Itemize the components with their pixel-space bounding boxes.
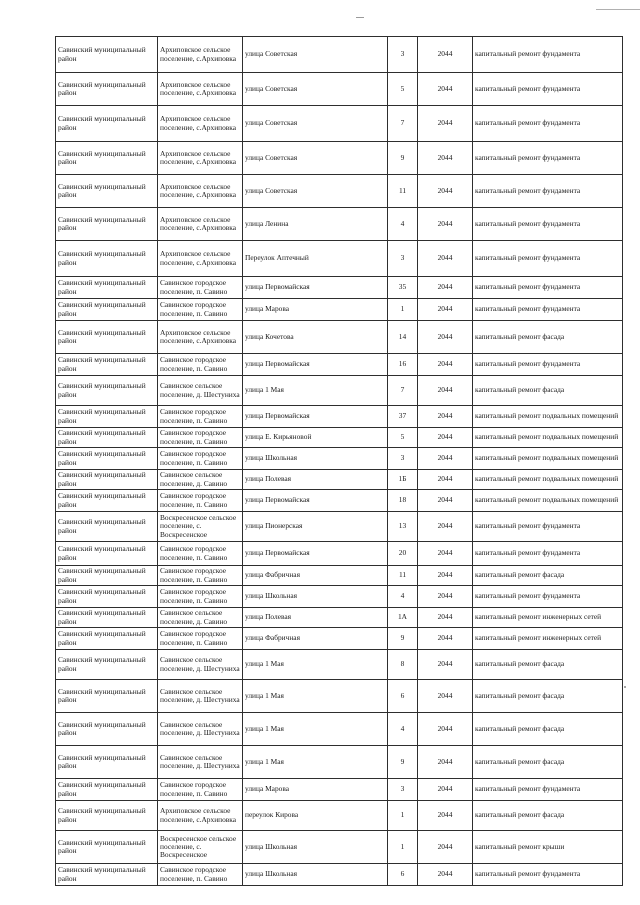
settlement-cell: Архиповское сельское поселение, с.Архиповка: [158, 208, 243, 241]
house-number-cell: 8: [388, 650, 418, 680]
table-row: [56, 208, 623, 241]
district-cell: Савинский муниципальный район: [56, 650, 158, 680]
settlement-cell: Архиповское сельское поселение, с.Архиповка: [158, 106, 243, 142]
street-cell: улица Первомайская: [243, 542, 388, 566]
district-cell: Савинский муниципальный район: [56, 801, 158, 831]
street-cell: улица Первомайская: [243, 406, 388, 428]
street-cell: улица Ленина: [243, 208, 388, 241]
work-type-cell: капитальный ремонт фундамента: [473, 73, 623, 106]
table-row: [56, 175, 623, 208]
street-cell: улица Первомайская: [243, 490, 388, 512]
district-cell: Савинский муниципальный район: [56, 106, 158, 142]
district-cell: Савинский муниципальный район: [56, 470, 158, 490]
street-cell: улица Школьная: [243, 448, 388, 470]
settlement-cell: Савинское городское поселение, п. Савино: [158, 779, 243, 801]
year-cell: 2044: [418, 106, 473, 142]
year-cell: 2044: [418, 779, 473, 801]
work-type-cell: капитальный ремонт фундамента: [473, 106, 623, 142]
district-cell: Савинский муниципальный район: [56, 376, 158, 406]
table-row: [56, 628, 623, 650]
house-number-cell: 1А: [388, 608, 418, 628]
table-row: [56, 354, 623, 376]
year-cell: 2044: [418, 142, 473, 175]
district-cell: Савинский муниципальный район: [56, 566, 158, 586]
work-type-cell: капитальный ремонт фундамента: [473, 354, 623, 376]
work-type-cell: капитальный ремонт фасада: [473, 566, 623, 586]
work-type-cell: капитальный ремонт подвальных помещений: [473, 428, 623, 448]
settlement-cell: Савинское сельское поселение, д. Шестуниха: [158, 650, 243, 680]
settlement-cell: Савинское сельское поселение, д. Савино: [158, 470, 243, 490]
street-cell: улица Фабричная: [243, 566, 388, 586]
district-cell: Савинский муниципальный район: [56, 831, 158, 864]
table-row: [56, 512, 623, 542]
table-row: [56, 490, 623, 512]
district-cell: Савинский муниципальный район: [56, 321, 158, 354]
year-cell: 2044: [418, 321, 473, 354]
street-cell: улица Советская: [243, 142, 388, 175]
table-row: [56, 542, 623, 566]
settlement-cell: Савинское сельское поселение, д. Шестуниха: [158, 680, 243, 713]
settlement-cell: Савинское городское поселение, п. Савино: [158, 586, 243, 608]
street-cell: улица 1 Мая: [243, 713, 388, 746]
work-type-cell: капитальный ремонт фасада: [473, 321, 623, 354]
table-row: [56, 277, 623, 299]
house-number-cell: 11: [388, 566, 418, 586]
work-type-cell: капитальный ремонт инженерных сетей: [473, 628, 623, 650]
district-cell: Савинский муниципальный район: [56, 680, 158, 713]
settlement-cell: Архиповское сельское поселение, с.Архиповка: [158, 73, 243, 106]
settlement-cell: Савинское городское поселение, п. Савино: [158, 566, 243, 586]
house-number-cell: 3: [388, 241, 418, 277]
street-cell: улица Школьная: [243, 864, 388, 886]
street-cell: улица Советская: [243, 106, 388, 142]
table-row: [56, 713, 623, 746]
street-cell: улица Е. Кирьяновой: [243, 428, 388, 448]
house-number-cell: 1: [388, 831, 418, 864]
table-row: [56, 831, 623, 864]
house-number-cell: 14: [388, 321, 418, 354]
settlement-cell: Савинское городское поселение, п. Савино: [158, 299, 243, 321]
year-cell: 2044: [418, 801, 473, 831]
district-cell: Савинский муниципальный район: [56, 37, 158, 73]
table-row: [56, 864, 623, 886]
house-number-cell: 16: [388, 354, 418, 376]
street-cell: Переулок Аптечный: [243, 241, 388, 277]
table-row: [56, 586, 623, 608]
work-type-cell: капитальный ремонт крыши: [473, 831, 623, 864]
year-cell: 2044: [418, 608, 473, 628]
street-cell: улица Первомайская: [243, 354, 388, 376]
district-cell: Савинский муниципальный район: [56, 490, 158, 512]
district-cell: Савинский муниципальный район: [56, 779, 158, 801]
year-cell: 2044: [418, 512, 473, 542]
settlement-cell: Савинское городское поселение, п. Савино: [158, 406, 243, 428]
house-number-cell: 5: [388, 428, 418, 448]
work-type-cell: капитальный ремонт фундамента: [473, 864, 623, 886]
year-cell: 2044: [418, 208, 473, 241]
house-number-cell: 6: [388, 680, 418, 713]
street-cell: улица Полевая: [243, 470, 388, 490]
settlement-cell: Савинское городское поселение, п. Савино: [158, 354, 243, 376]
year-cell: 2044: [418, 175, 473, 208]
district-cell: Савинский муниципальный район: [56, 864, 158, 886]
work-type-cell: капитальный ремонт фундамента: [473, 299, 623, 321]
district-cell: Савинский муниципальный район: [56, 406, 158, 428]
table-row: [56, 241, 623, 277]
street-cell: улица Советская: [243, 73, 388, 106]
table-row: [56, 801, 623, 831]
district-cell: Савинский муниципальный район: [56, 241, 158, 277]
settlement-cell: Савинское городское поселение, п. Савино: [158, 277, 243, 299]
year-cell: 2044: [418, 448, 473, 470]
house-number-cell: 9: [388, 628, 418, 650]
year-cell: 2044: [418, 470, 473, 490]
table-row: [56, 779, 623, 801]
year-cell: 2044: [418, 713, 473, 746]
house-number-cell: 35: [388, 277, 418, 299]
year-cell: 2044: [418, 376, 473, 406]
house-number-cell: 4: [388, 586, 418, 608]
street-cell: улица Полевая: [243, 608, 388, 628]
street-cell: улица 1 Мая: [243, 376, 388, 406]
year-cell: 2044: [418, 299, 473, 321]
year-cell: 2044: [418, 428, 473, 448]
table-body: [56, 37, 623, 886]
house-number-cell: 4: [388, 208, 418, 241]
settlement-cell: Савинское сельское поселение, д. Шестуниха: [158, 713, 243, 746]
work-type-cell: капитальный ремонт фасада: [473, 680, 623, 713]
year-cell: 2044: [418, 586, 473, 608]
work-type-cell: капитальный ремонт фундамента: [473, 512, 623, 542]
work-type-cell: капитальный ремонт фундамента: [473, 779, 623, 801]
house-number-cell: 5: [388, 73, 418, 106]
house-number-cell: 4: [388, 713, 418, 746]
street-cell: улица Первомайская: [243, 277, 388, 299]
work-type-cell: капитальный ремонт подвальных помещений: [473, 406, 623, 428]
street-cell: улица 1 Мая: [243, 680, 388, 713]
year-cell: 2044: [418, 542, 473, 566]
house-number-cell: 9: [388, 142, 418, 175]
street-cell: улица Школьная: [243, 831, 388, 864]
work-type-cell: капитальный ремонт фасада: [473, 713, 623, 746]
house-number-cell: 3: [388, 37, 418, 73]
year-cell: 2044: [418, 680, 473, 713]
house-number-cell: 13: [388, 512, 418, 542]
work-type-cell: капитальный ремонт фундамента: [473, 175, 623, 208]
district-cell: Савинский муниципальный район: [56, 277, 158, 299]
street-cell: улица 1 Мая: [243, 650, 388, 680]
settlement-cell: Савинское городское поселение, п. Савино: [158, 542, 243, 566]
settlement-cell: Савинское городское поселение, п. Савино: [158, 628, 243, 650]
scan-speck: [624, 686, 626, 688]
street-cell: улица Фабричная: [243, 628, 388, 650]
work-type-cell: капитальный ремонт фундамента: [473, 241, 623, 277]
street-cell: улица Пионерская: [243, 512, 388, 542]
house-number-cell: 7: [388, 376, 418, 406]
work-type-cell: капитальный ремонт подвальных помещений: [473, 470, 623, 490]
settlement-cell: Архиповское сельское поселение, с.Архиповка: [158, 241, 243, 277]
work-type-cell: капитальный ремонт подвальных помещений: [473, 490, 623, 512]
year-cell: 2044: [418, 73, 473, 106]
table-row: [56, 106, 623, 142]
district-cell: Савинский муниципальный район: [56, 142, 158, 175]
settlement-cell: Савинское сельское поселение, д. Савино: [158, 608, 243, 628]
table-row: [56, 680, 623, 713]
house-number-cell: 7: [388, 106, 418, 142]
year-cell: 2044: [418, 37, 473, 73]
district-cell: Савинский муниципальный район: [56, 448, 158, 470]
district-cell: Савинский муниципальный район: [56, 299, 158, 321]
work-type-cell: капитальный ремонт фундамента: [473, 542, 623, 566]
year-cell: 2044: [418, 406, 473, 428]
house-number-cell: 3: [388, 448, 418, 470]
street-cell: улица Марова: [243, 299, 388, 321]
year-cell: 2044: [418, 650, 473, 680]
street-cell: улица Советская: [243, 37, 388, 73]
work-type-cell: капитальный ремонт фундамента: [473, 586, 623, 608]
work-type-cell: капитальный ремонт подвальных помещений: [473, 448, 623, 470]
street-cell: переулок Кирова: [243, 801, 388, 831]
year-cell: 2044: [418, 864, 473, 886]
year-cell: 2044: [418, 277, 473, 299]
work-type-cell: капитальный ремонт фасада: [473, 376, 623, 406]
district-cell: Савинский муниципальный район: [56, 175, 158, 208]
settlement-cell: Архиповское сельское поселение, с.Архиповка: [158, 37, 243, 73]
house-number-cell: 6: [388, 864, 418, 886]
housing-repair-table: [55, 36, 623, 886]
table-row: [56, 608, 623, 628]
street-cell: улица Школьная: [243, 586, 388, 608]
table-row: [56, 566, 623, 586]
table-row: [56, 428, 623, 448]
house-number-cell: 18: [388, 490, 418, 512]
settlement-cell: Савинское городское поселение, п. Савино: [158, 428, 243, 448]
table-row: [56, 73, 623, 106]
house-number-cell: 37: [388, 406, 418, 428]
table-row: [56, 470, 623, 490]
district-cell: Савинский муниципальный район: [56, 746, 158, 779]
work-type-cell: капитальный ремонт фасада: [473, 801, 623, 831]
house-number-cell: 9: [388, 746, 418, 779]
settlement-cell: Архиповское сельское поселение, с.Архиповка: [158, 801, 243, 831]
work-type-cell: капитальный ремонт инженерных сетей: [473, 608, 623, 628]
table-row: [56, 37, 623, 73]
table-row: [56, 746, 623, 779]
year-cell: 2044: [418, 354, 473, 376]
settlement-cell: Воскресенское сельское поселение, с. Воскресенское: [158, 831, 243, 864]
year-cell: 2044: [418, 566, 473, 586]
work-type-cell: капитальный ремонт фасада: [473, 746, 623, 779]
table-row: [56, 142, 623, 175]
settlement-cell: Воскресенское сельское поселение, с. Воскресенское: [158, 512, 243, 542]
table-row: [56, 376, 623, 406]
street-cell: улица Марова: [243, 779, 388, 801]
table-row: [56, 299, 623, 321]
district-cell: Савинский муниципальный район: [56, 542, 158, 566]
table-row: [56, 406, 623, 428]
year-cell: 2044: [418, 831, 473, 864]
work-type-cell: капитальный ремонт фундамента: [473, 277, 623, 299]
district-cell: Савинский муниципальный район: [56, 208, 158, 241]
district-cell: Савинский муниципальный район: [56, 608, 158, 628]
year-cell: 2044: [418, 490, 473, 512]
settlement-cell: Савинское сельское поселение, д. Шестуниха: [158, 746, 243, 779]
year-cell: 2044: [418, 628, 473, 650]
district-cell: Савинский муниципальный район: [56, 586, 158, 608]
district-cell: Савинский муниципальный район: [56, 512, 158, 542]
settlement-cell: Архиповское сельское поселение, с.Архиповка: [158, 321, 243, 354]
year-cell: 2044: [418, 241, 473, 277]
work-type-cell: капитальный ремонт фундамента: [473, 208, 623, 241]
settlement-cell: Архиповское сельское поселение, с.Архиповка: [158, 142, 243, 175]
scan-mark: [356, 17, 364, 18]
district-cell: Савинский муниципальный район: [56, 713, 158, 746]
street-cell: улица Советская: [243, 175, 388, 208]
street-cell: улица 1 Мая: [243, 746, 388, 779]
house-number-cell: 1Б: [388, 470, 418, 490]
settlement-cell: Архиповское сельское поселение, с.Архиповка: [158, 175, 243, 208]
settlement-cell: Савинское городское поселение, п. Савино: [158, 448, 243, 470]
street-cell: улица Кочетова: [243, 321, 388, 354]
house-number-cell: 3: [388, 779, 418, 801]
house-number-cell: 1: [388, 299, 418, 321]
work-type-cell: капитальный ремонт фасада: [473, 650, 623, 680]
district-cell: Савинский муниципальный район: [56, 73, 158, 106]
work-type-cell: капитальный ремонт фундамента: [473, 142, 623, 175]
house-number-cell: 20: [388, 542, 418, 566]
scan-mark: [596, 9, 640, 10]
district-cell: Савинский муниципальный район: [56, 628, 158, 650]
district-cell: Савинский муниципальный район: [56, 354, 158, 376]
settlement-cell: Савинское сельское поселение, д. Шестуниха: [158, 376, 243, 406]
table-row: [56, 448, 623, 470]
settlement-cell: Савинское городское поселение, п. Савино: [158, 864, 243, 886]
district-cell: Савинский муниципальный район: [56, 428, 158, 448]
year-cell: 2044: [418, 746, 473, 779]
table-row: [56, 650, 623, 680]
settlement-cell: Савинское городское поселение, п. Савино: [158, 490, 243, 512]
house-number-cell: 1: [388, 801, 418, 831]
work-type-cell: капитальный ремонт фундамента: [473, 37, 623, 73]
table-row: [56, 321, 623, 354]
house-number-cell: 11: [388, 175, 418, 208]
